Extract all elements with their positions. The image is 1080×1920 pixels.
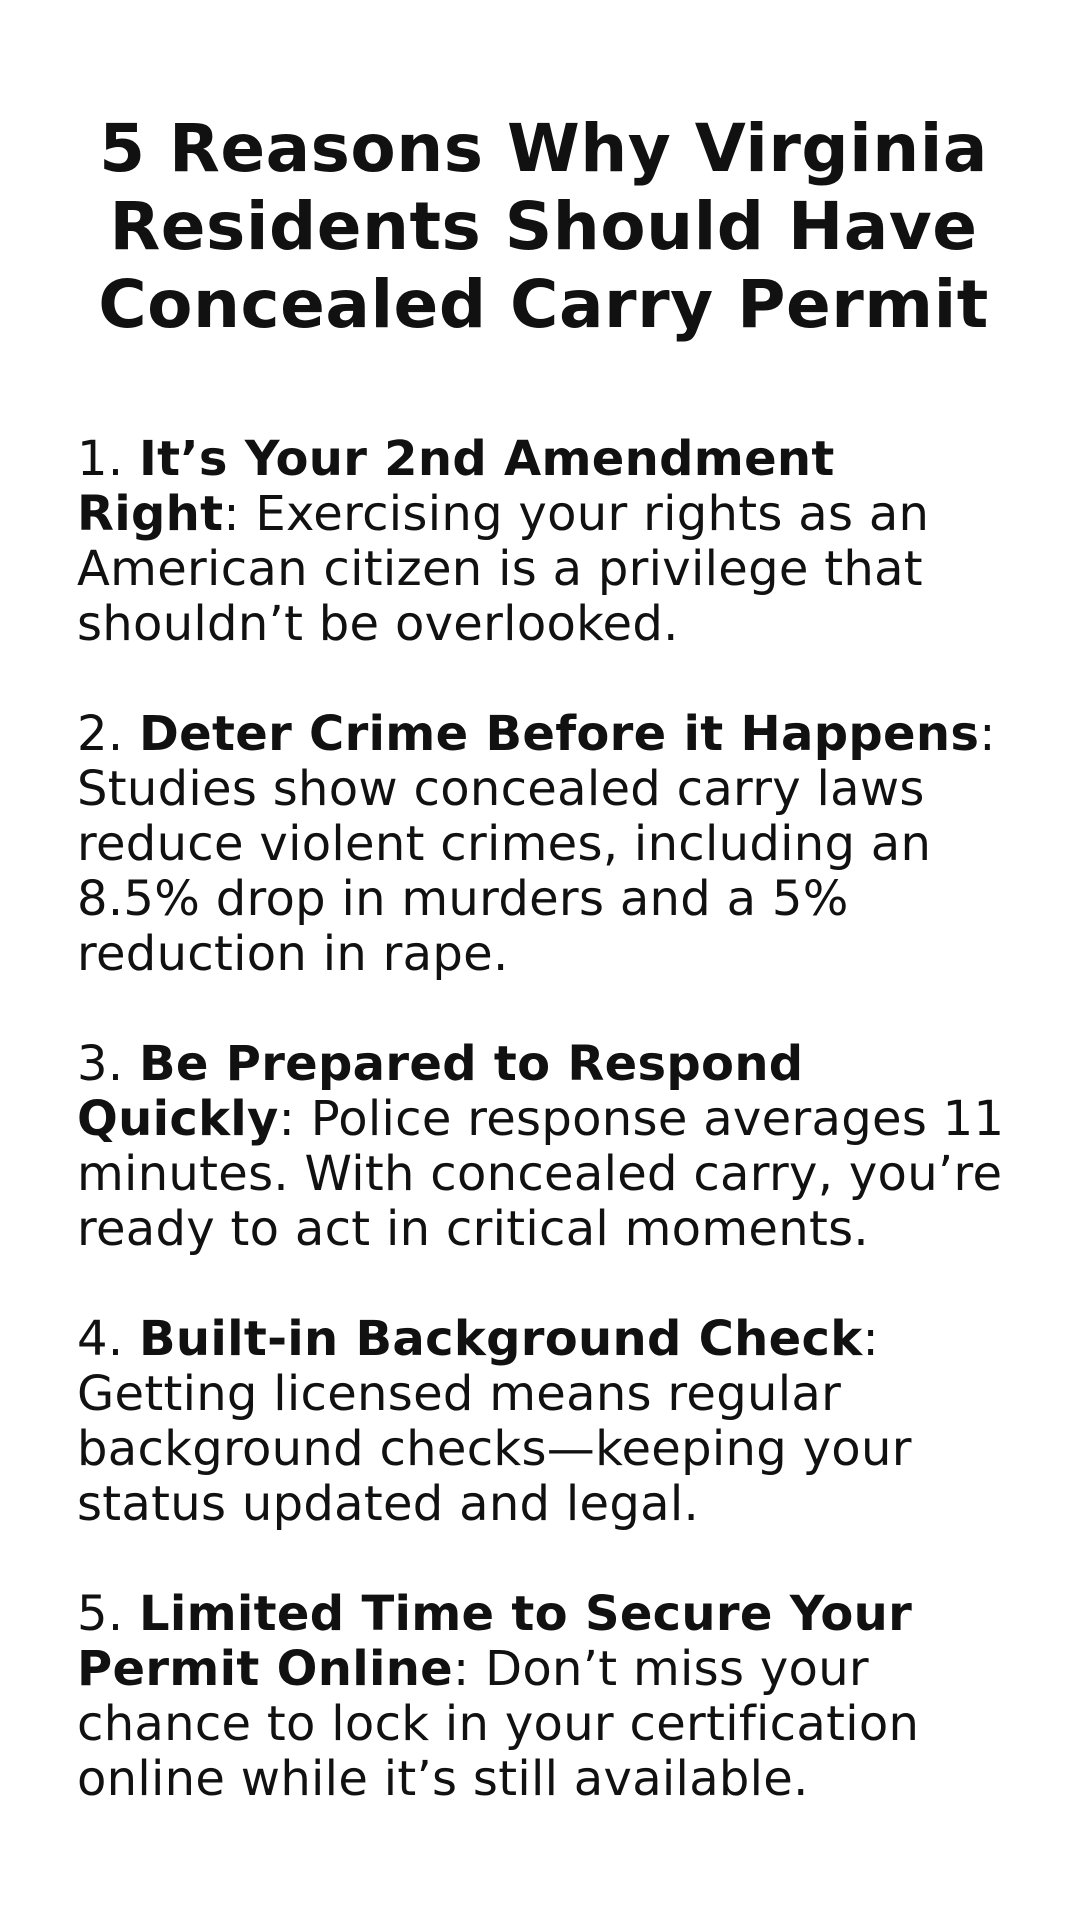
reason-item-2: 2. Deter Crime Before it Happens: Studies show concealed carry laws reduce violent crimes, including an 8.5% drop in murders and a 5% reduction in rape. bbox=[77, 706, 996, 982]
reason-text: Exercising your rights as an American citizen is a privilege that shouldn’t be overlooked. bbox=[77, 486, 930, 652]
reason-heading: Limited Time to Secure Your Permit Online bbox=[77, 1586, 913, 1697]
reason-item-3: 3. Be Prepared to Respond Quickly: Police response averages 11 minutes. With concealed carry, you’re ready to act in critical moments. bbox=[77, 1036, 1005, 1257]
reason-number: 5. bbox=[77, 1586, 124, 1642]
reason-heading: Built-in Background Check bbox=[138, 1311, 863, 1367]
reason-text: Studies show concealed carry laws reduce violent crimes, including an 8.5% drop in murders and a 5% reduction in rape. bbox=[77, 761, 932, 982]
reason-number: 1. bbox=[77, 431, 124, 487]
page-title: 5 Reasons Why Virginia Residents Should Have Concealed Carry Permit bbox=[98, 110, 989, 343]
reason-item-5: 5. Limited Time to Secure Your Permit Online: Don’t miss your chance to lock in your certification online while it’s still available. bbox=[77, 1586, 920, 1807]
reason-number: 2. bbox=[77, 706, 124, 762]
reason-heading: Be Prepared to Respond Quickly bbox=[77, 1036, 804, 1147]
reason-number: 3. bbox=[77, 1036, 124, 1092]
reason-heading: Deter Crime Before it Happens bbox=[138, 706, 980, 762]
reason-text: Don’t miss your chance to lock in your certification online while it’s still available. bbox=[77, 1641, 920, 1807]
reasons-list bbox=[77, 432, 1010, 1807]
reason-text: Police response averages 11 minutes. With concealed carry, you’re ready to act in critical moments. bbox=[77, 1091, 1005, 1257]
reason-heading: It’s Your 2nd Amendment Right bbox=[77, 431, 835, 542]
reason-item-1: 1. It’s Your 2nd Amendment Right: Exercising your rights as an American citizen is a privilege that shouldn’t be overlooked. bbox=[77, 431, 930, 652]
reason-number: 4. bbox=[77, 1311, 124, 1367]
reason-text: Getting licensed means regular background checks—keeping your status updated and legal. bbox=[77, 1366, 912, 1532]
reason-item-4: 4. Built-in Background Check: Getting licensed means regular background checks—keeping your status updated and legal. bbox=[77, 1311, 912, 1532]
